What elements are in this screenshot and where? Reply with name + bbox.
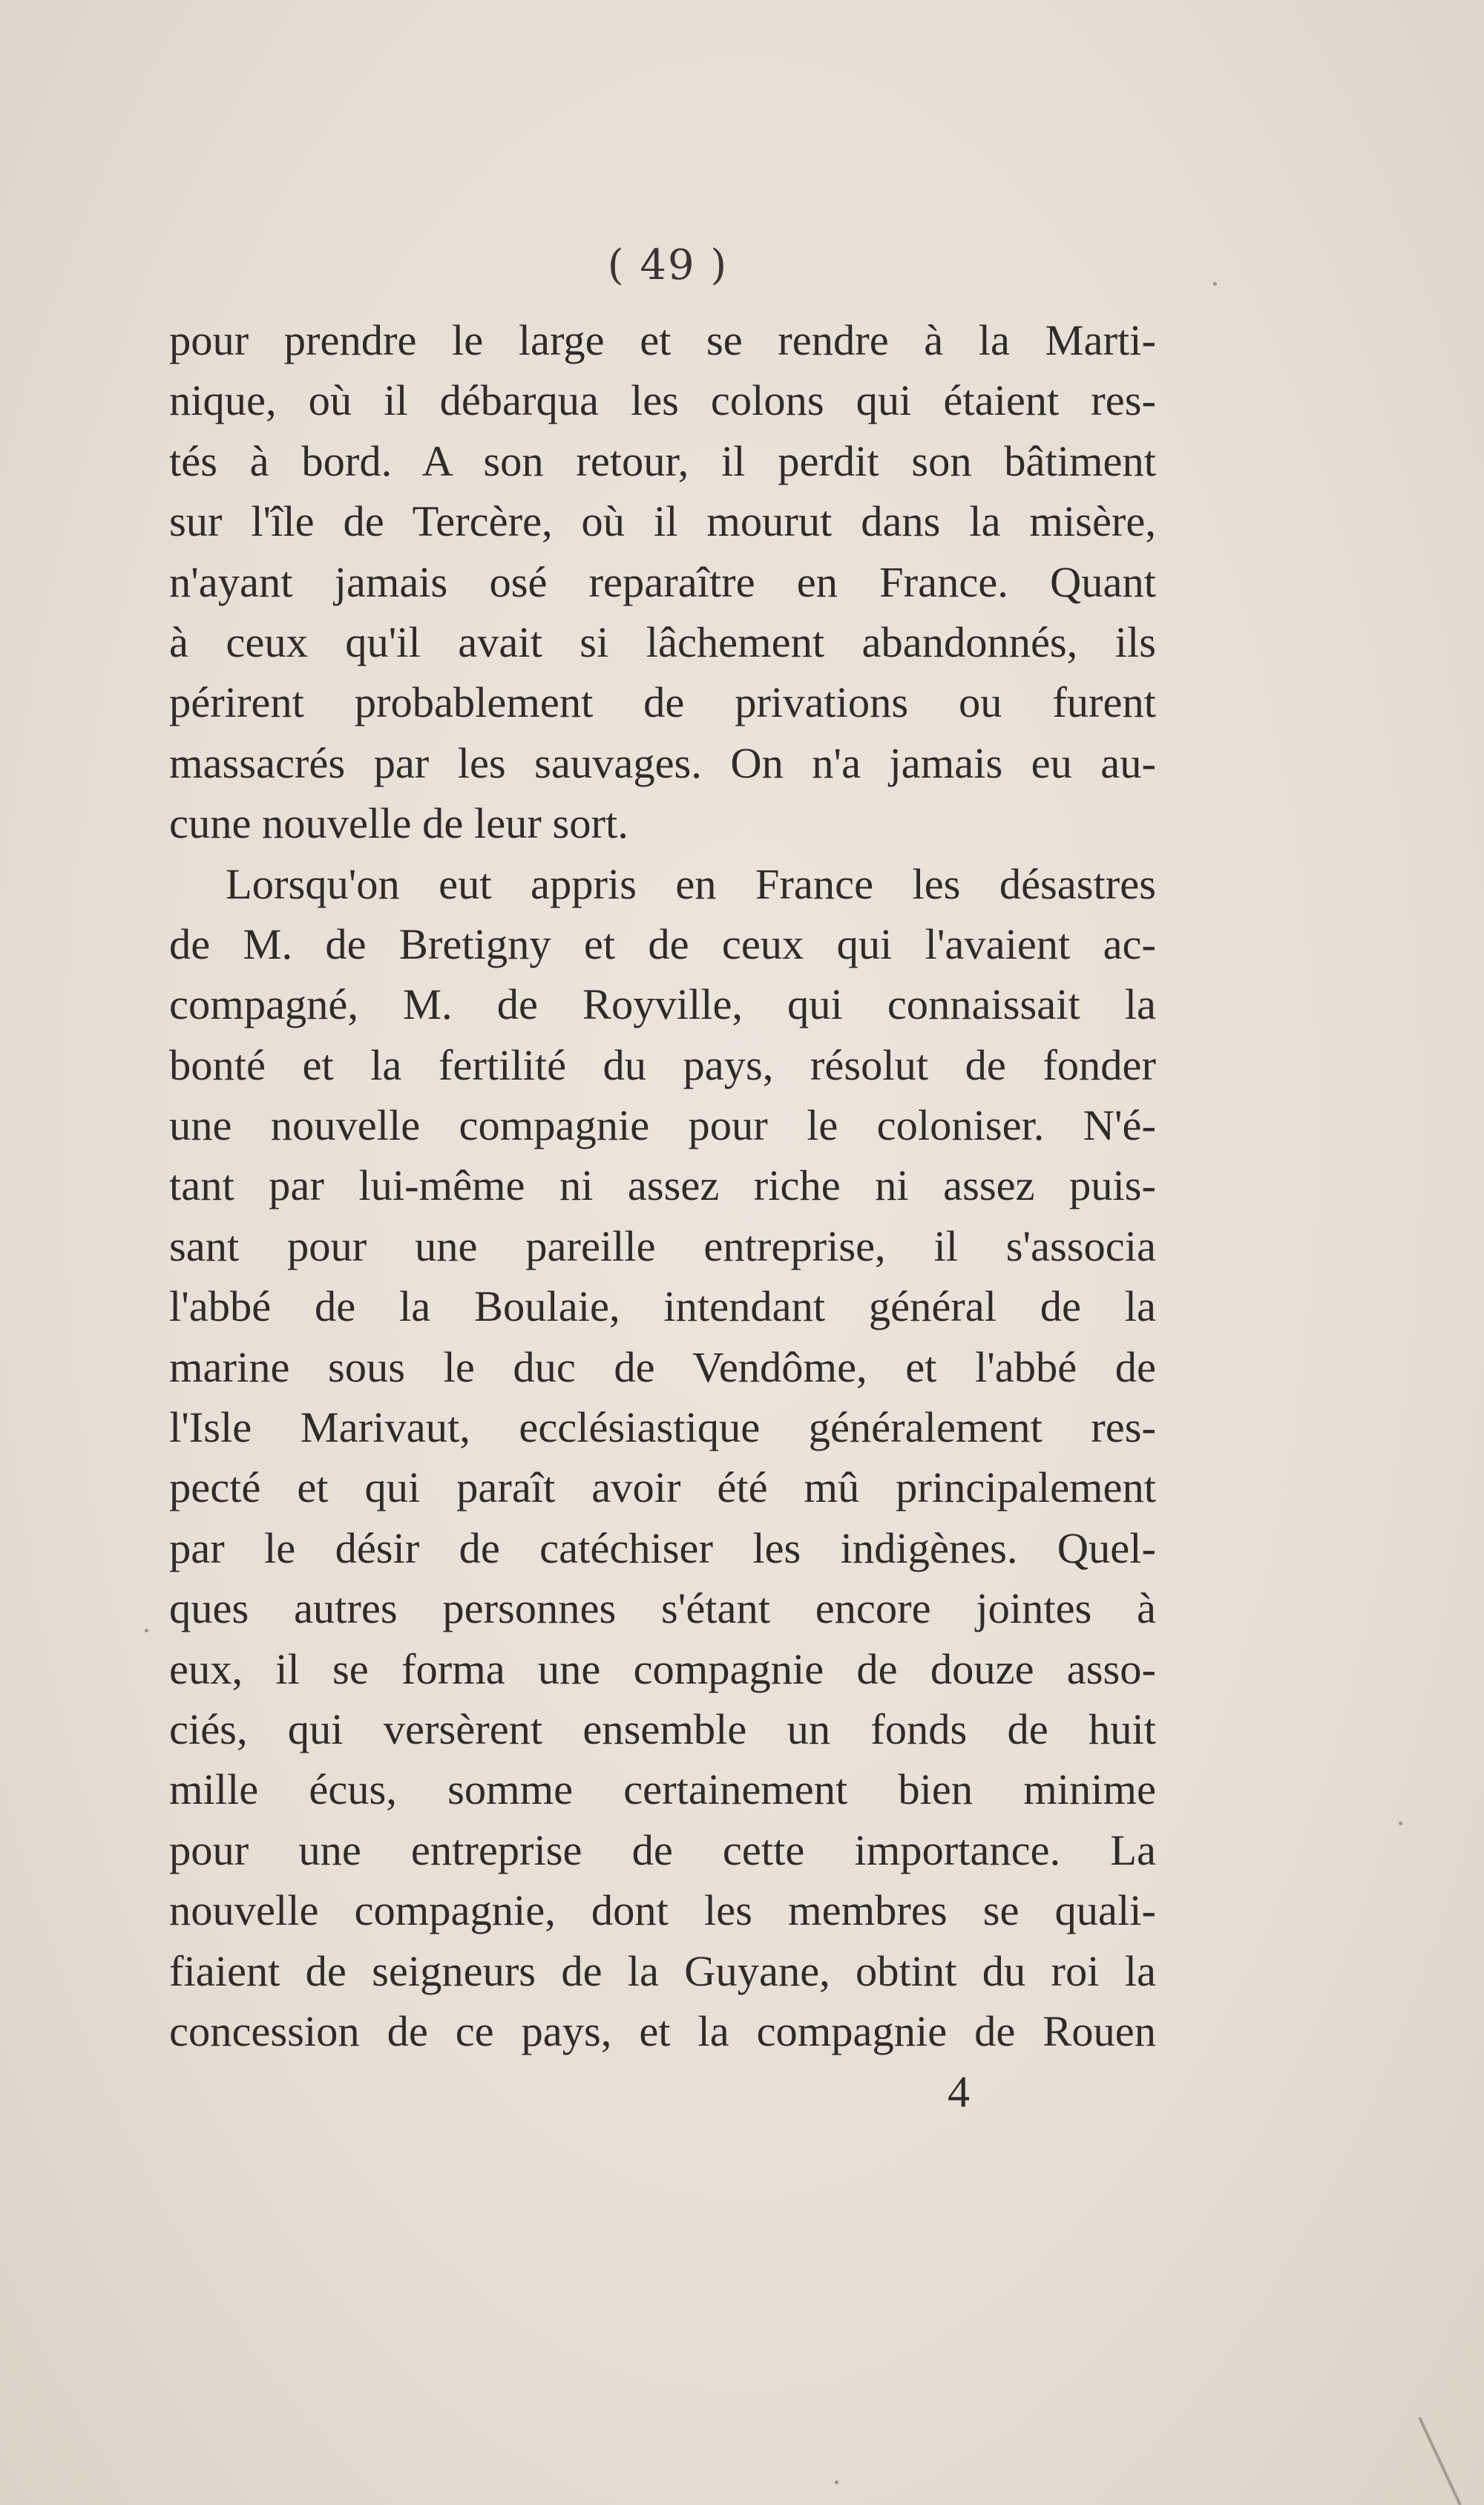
- text-line: nouvelle compagnie, dont les membres se quali-: [169, 1886, 1156, 1935]
- text-line: fiaient de seigneurs de la Guyane, obtint du roi la: [169, 1946, 1156, 1995]
- paper-speck: [1213, 282, 1217, 286]
- text-line: nique, où il débarqua les colons qui étaient res-: [169, 376, 1156, 425]
- paper-speck: [145, 1629, 148, 1632]
- text-line: sur l'île de Tercère, où il mourut dans la misère,: [169, 497, 1156, 546]
- text-line: n'ayant jamais osé reparaître en France. Quant: [169, 557, 1156, 606]
- signature-mark: 4: [948, 2067, 970, 2116]
- text-line: ques autres personnes s'étant encore jointes à: [169, 1584, 1156, 1633]
- text-line: marine sous le duc de Vendôme, et l'abbé de: [169, 1342, 1156, 1391]
- text-line: de M. de Bretigny et de ceux qui l'avaient ac-: [169, 919, 1156, 968]
- text-line: pour prendre le large et se rendre à la Marti-: [169, 316, 1156, 364]
- paper-edge-mark: [1418, 2417, 1462, 2505]
- text-line: par le désir de catéchiser les indigènes. Quel-: [169, 1523, 1156, 1572]
- paper-speck: [835, 2481, 838, 2484]
- text-line: périrent probablement de privations ou furent: [169, 678, 1156, 727]
- text-line: l'abbé de la Boulaie, intendant général de la: [169, 1282, 1156, 1331]
- text-line: compagné, M. de Royville, qui connaissait la: [169, 980, 1156, 1029]
- text-line: concession de ce pays, et la compagnie de Rouen: [169, 2006, 1156, 2055]
- paper-speck: [1399, 1822, 1402, 1825]
- text-line: l'Isle Marivaut, ecclésiastique généralement res-: [169, 1403, 1156, 1452]
- text-line: eux, il se forma une compagnie de douze asso-: [169, 1644, 1156, 1693]
- text-line: ciés, qui versèrent ensemble un fonds de huit: [169, 1704, 1156, 1753]
- text-line: une nouvelle compagnie pour le coloniser. N'é-: [169, 1101, 1156, 1150]
- page-number: ( 49 ): [607, 241, 729, 289]
- text-line: tés à bord. A son retour, il perdit son bâtiment: [169, 436, 1156, 485]
- text-line: à ceux qu'il avait si lâchement abandonnés, ils: [169, 617, 1156, 666]
- text-line: tant par lui-même ni assez riche ni assez puis-: [169, 1161, 1156, 1210]
- text-line: sant pour une pareille entreprise, il s'associa: [169, 1221, 1156, 1270]
- text-line: pecté et qui paraît avoir été mû principalement: [169, 1463, 1156, 1512]
- text-line: mille écus, somme certainement bien minime: [169, 1765, 1156, 1814]
- text-line: pour une entreprise de cette importance. La: [169, 1825, 1156, 1874]
- paragraph-start-line: Lorsqu'on eut appris en France les désastres: [226, 859, 1156, 908]
- text-line: bonté et la fertilité du pays, résolut de fonder: [169, 1040, 1156, 1089]
- paragraph-end-line: cune nouvelle de leur sort.: [169, 799, 628, 848]
- text-line: massacrés par les sauvages. On n'a jamais eu au-: [169, 738, 1156, 787]
- body-text: [169, 310, 1156, 2061]
